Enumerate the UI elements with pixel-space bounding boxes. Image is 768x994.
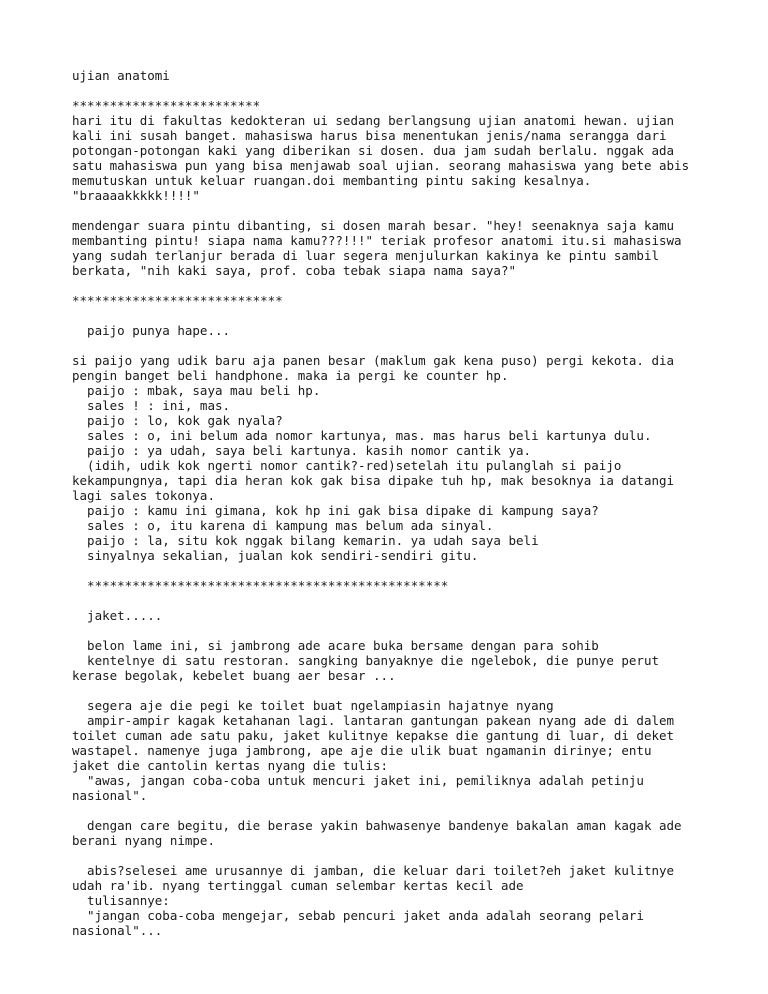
text-line: "braaaakkkkk!!!!"	[72, 188, 200, 203]
blank-line	[72, 278, 752, 293]
text-line: sales : o, ini belum ada nomor kartunya, mas. mas harus beli kartunya dulu.	[72, 428, 652, 443]
text-line: udah ra'ib. nyang tertinggal cuman selembar kertas kecil ade	[72, 878, 524, 893]
text-line: toilet cuman ade satu paku, jaket kulitnye kepakse die gantung di luar, di deket	[72, 728, 675, 743]
blank-line	[72, 83, 752, 98]
text-line: kali ini susah banget. mahasiswa harus bisa menentukan jenis/nama serangga dari	[72, 128, 667, 143]
blank-line	[72, 338, 752, 353]
blank-line	[72, 563, 752, 578]
text-line: wastapel. namenye juga jambrong, ape aje die ulik buat ngamanin dirinye; entu	[72, 743, 652, 758]
text-line: paijo : la, situ kok nggak bilang kemarin. ya udah saya beli	[72, 533, 539, 548]
text-line: sales ! : ini, mas.	[72, 398, 231, 413]
text-line: paijo : ya udah, saya beli kartunya. kasih nomor cantik ya.	[72, 443, 532, 458]
text-line: kekampungnya, tapi dia heran kok gak bisa dipake tuh hp, mak besoknya ia datangi	[72, 473, 675, 488]
text-line: nasional".	[72, 788, 148, 803]
text-line: membanting pintu! siapa nama kamu???!!!" teriak profesor anatomi itu.si mahasiswa	[72, 233, 682, 248]
blank-line	[72, 683, 752, 698]
text-line: paijo : lo, kok gak nyala?	[72, 413, 283, 428]
text-line: memutuskan untuk keluar ruangan.doi membanting pintu saking kesalnya.	[72, 173, 592, 188]
document-body	[72, 68, 752, 938]
text-line: pengin banget beli handphone. maka ia pergi ke counter hp.	[72, 368, 509, 383]
blank-line	[72, 848, 752, 863]
text-line: nasional"...	[72, 923, 163, 938]
text-line: belon lame ini, si jambrong ade acare buka bersame dengan para sohib	[72, 638, 599, 653]
text-line: "jangan coba-coba mengejar, sebab pencuri jaket anda adalah seorang pelari	[72, 908, 644, 923]
text-line: hari itu di fakultas kedokteran ui sedang berlangsung ujian anatomi hewan. ujian	[72, 113, 675, 128]
blank-line	[72, 623, 752, 638]
text-line: segera aje die pegi ke toilet buat ngelampiasin hajatnye nyang	[72, 698, 554, 713]
text-line: (idih, udik kok ngerti nomor cantik?-red)setelah itu pulanglah si paijo	[72, 458, 622, 473]
blank-line	[72, 203, 752, 218]
text-line: ampir-ampir kagak ketahanan lagi. lantaran gantungan pakean nyang ade di dalem	[72, 713, 675, 728]
blank-line	[72, 593, 752, 608]
text-line: ujian anatomi	[72, 68, 170, 83]
text-line: potongan-potongan kaki yang diberikan si dosen. dua jam sudah berlalu. nggak ada	[72, 143, 675, 158]
blank-line	[72, 803, 752, 818]
text-line: dengan care begitu, die berase yakin bahwasenye bandenye bakalan aman kagak ade	[72, 818, 682, 833]
text-line: berkata, "nih kaki saya, prof. coba tebak siapa nama saya?"	[72, 263, 517, 278]
text-line: paijo punya hape...	[72, 323, 231, 338]
text-line: ************************************************	[72, 578, 449, 593]
text-line: ****************************	[72, 293, 283, 308]
blank-line	[72, 308, 752, 323]
text-line: satu mahasiswa pun yang bisa menjawab soal ujian. seorang mahasiswa yang bete abis	[72, 158, 690, 173]
text-line: mendengar suara pintu dibanting, si dosen marah besar. "hey! seenaknya saja kamu	[72, 218, 675, 233]
text-line: jaket die cantolin kertas nyang die tulis:	[72, 758, 389, 773]
text-line: yang sudah terlanjur berada di luar segera menjulurkan kakinya ke pintu sambil	[72, 248, 659, 263]
text-line: "awas, jangan coba-coba untuk mencuri jaket ini, pemiliknya adalah petinju	[72, 773, 644, 788]
text-line: si paijo yang udik baru aja panen besar (maklum gak kena puso) pergi kekota. dia	[72, 353, 675, 368]
text-line: lagi sales tokonya.	[72, 488, 215, 503]
text-line: *************************	[72, 98, 261, 113]
text-line: sales : o, itu karena di kampung mas belum ada sinyal.	[72, 518, 494, 533]
text-line: paijo : mbak, saya mau beli hp.	[72, 383, 321, 398]
text-line: paijo : kamu ini gimana, kok hp ini gak bisa dipake di kampung saya?	[72, 503, 599, 518]
text-line: jaket.....	[72, 608, 163, 623]
text-line: sinyalnya sekalian, jualan kok sendiri-sendiri gitu.	[72, 548, 479, 563]
text-line: berani nyang nimpe.	[72, 833, 215, 848]
text-line: kentelnye di satu restoran. sangking banyaknye die ngelebok, die punye perut	[72, 653, 659, 668]
text-line: abis?selesei ame urusannye di jamban, die keluar dari toilet?eh jaket kulitnye	[72, 863, 675, 878]
text-line: tulisannye:	[72, 893, 170, 908]
text-line: kerase begolak, kebelet buang aer besar ...	[72, 668, 396, 683]
